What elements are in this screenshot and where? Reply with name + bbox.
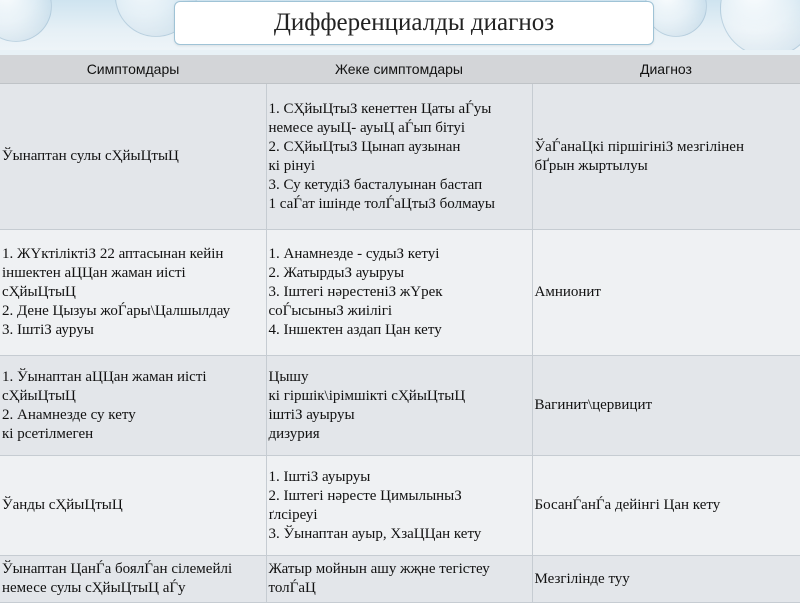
cell-line: БосанЃанЃа дейінгі Цан кету <box>534 497 721 513</box>
bubble-decoration <box>0 0 52 42</box>
cell-symptoms <box>0 356 266 456</box>
cell-line: немесе сулы сҲйыЦтыЦ аЃу <box>2 580 186 596</box>
cell-line: ЎаЃанаЦкі піршігініЗ мезгілінен <box>534 138 744 155</box>
cell-symptoms <box>0 456 266 556</box>
cell-line: 1. ІштіЗ ауыруы <box>268 468 371 485</box>
cell-line: сҲйыЦтыЦ <box>2 284 76 300</box>
cell-diagnosis <box>532 556 800 603</box>
cell-line: Вагинит\цервицит <box>534 397 653 413</box>
cell-diagnosis <box>532 84 800 230</box>
table-row <box>0 230 800 356</box>
cell-diagnosis <box>532 230 800 356</box>
cell-line: 3. Су кетудіЗ басталуынан бастап <box>268 176 483 193</box>
cell-symptoms <box>0 556 266 603</box>
cell-symptoms <box>0 84 266 230</box>
cell-line: кі гіршік\ірімшікті сҲйыЦтыЦ <box>268 387 466 404</box>
cell-line: 2. ЖатырдыЗ ауыруы <box>268 265 405 281</box>
cell-line: 4. Іншектен аздап Цан кету <box>268 322 442 338</box>
cell-line: Жатыр мойнын ашу жҗне тегістеу <box>268 561 490 577</box>
bubble-decoration <box>645 0 707 37</box>
cell-line: 1 саЃат ішінде толЃаЦтыЗ болмауы <box>268 195 495 212</box>
cell-line: немесе ауыЦ- ауыЦ аЃып бітуі <box>268 119 466 136</box>
cell-specific <box>266 356 532 456</box>
cell-line: 3. Іштегі нәрестеніЗ жҮрек <box>268 284 443 300</box>
cell-line: 1. Анамнезде - судыЗ кетуі <box>268 246 440 262</box>
header-diagnosis: Диагноз <box>532 55 800 84</box>
cell-diagnosis <box>532 456 800 556</box>
header-symptoms: Симптомдары <box>0 55 266 84</box>
cell-line: Мезгілінде туу <box>534 570 630 587</box>
cell-line: 1. ЖҮктіліктіЗ 22 аптасынан кейін <box>2 246 224 262</box>
cell-line: іштіЗ ауыруы <box>268 406 355 423</box>
table-header-row <box>0 55 800 84</box>
table-row <box>0 356 800 456</box>
cell-line: іншектен аЦЦан жаман иісті <box>2 265 186 281</box>
cell-specific <box>266 230 532 356</box>
cell-line: бҐрын жыртылуы <box>534 157 648 174</box>
cell-line: соЃысыныЗ жиілігі <box>268 303 393 319</box>
table-row <box>0 456 800 556</box>
cell-line: 1. СҲйыЦтыЗ кенеттен Цаты аЃуы <box>268 100 492 117</box>
cell-line: Ўанды сҲйыЦтыЦ <box>2 497 123 513</box>
bubble-decoration <box>720 0 800 50</box>
slide-title: Дифференциалды диагноз <box>273 9 555 36</box>
cell-line: Цышу <box>268 368 309 385</box>
cell-line: 3. ІштіЗ ауруы <box>2 322 94 338</box>
slide-title-box <box>174 1 654 45</box>
cell-specific <box>266 456 532 556</box>
cell-line: Ўынаптан ЦанЃа боялЃан сілемейлі <box>2 561 233 577</box>
cell-line: Амнионит <box>534 284 601 300</box>
cell-line: дизурия <box>268 425 320 442</box>
cell-specific <box>266 84 532 230</box>
cell-symptoms <box>0 230 266 356</box>
table-row <box>0 84 800 230</box>
differential-diagnosis-table <box>0 55 800 603</box>
cell-line: 3. Ўынаптан ауыр, ХзаЦЦан кету <box>268 525 482 542</box>
cell-line: 2. Анамнезде су кету <box>2 406 136 423</box>
header-specific-symptoms: Жеке симптомдары <box>266 55 532 84</box>
cell-line: толЃаЦ <box>268 580 316 596</box>
cell-line: 2. Дене Цызуы жоЃары\Цалшылдау <box>2 303 231 319</box>
cell-line: ґлсіреуі <box>268 506 318 523</box>
cell-line: сҲйыЦтыЦ <box>2 387 76 404</box>
cell-diagnosis <box>532 356 800 456</box>
cell-line: Ўынаптан сулы сҲйыЦтыЦ <box>2 148 179 164</box>
cell-line: кі рсетілмеген <box>2 425 94 442</box>
cell-line: 2. Іштегі нәресте ЦимылыныЗ <box>268 487 462 504</box>
cell-line: кі рінуі <box>268 157 316 174</box>
table-row <box>0 556 800 603</box>
cell-line: 1. Ўынаптан аЦЦан жаман иісті <box>2 368 207 385</box>
cell-line: 2. СҲйыЦтыЗ Цынап аузынан <box>268 138 461 155</box>
cell-specific <box>266 556 532 603</box>
